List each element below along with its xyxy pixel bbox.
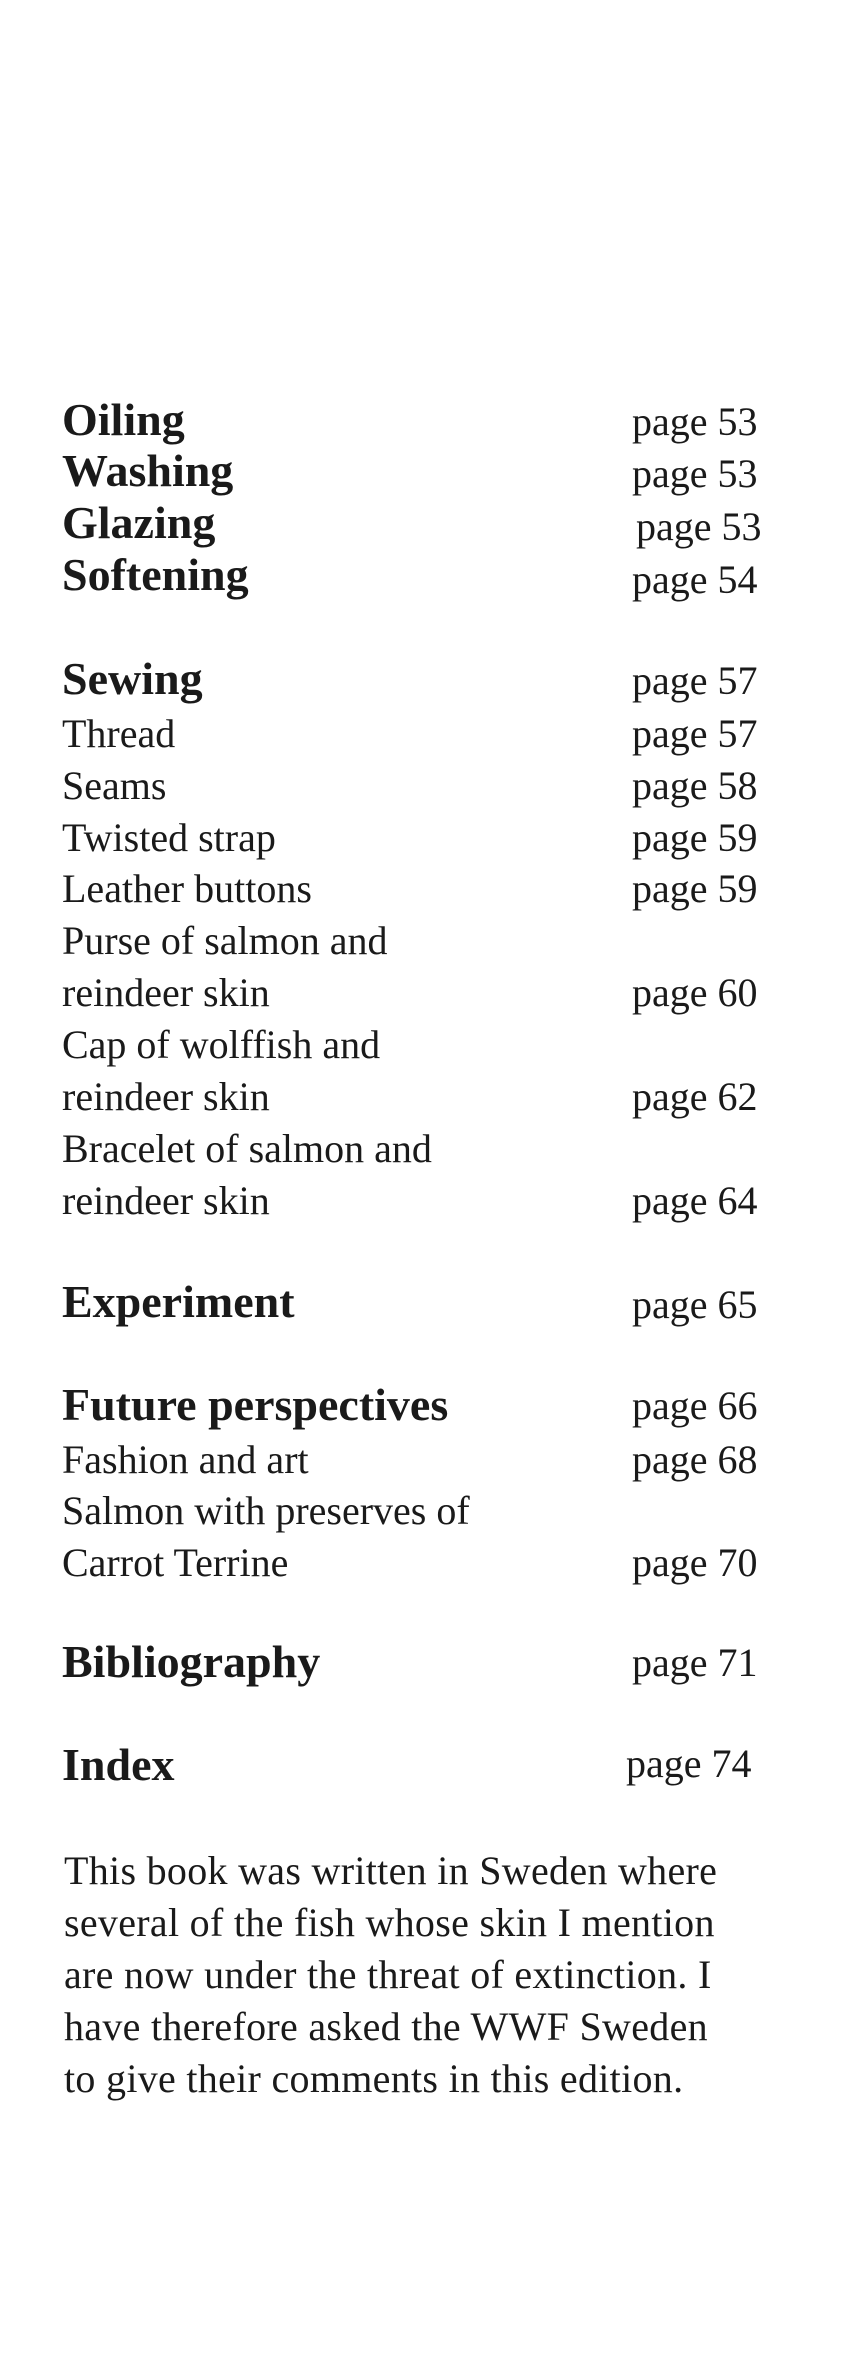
toc-title: Washing	[62, 445, 234, 496]
wwf-note-paragraph	[64, 1845, 824, 2105]
toc-title: Thread	[62, 711, 176, 756]
toc-title: Softening	[62, 549, 249, 600]
toc-title: Cap of wolffish and	[62, 1022, 381, 1067]
note-line: have therefore asked the WWF Sweden	[64, 2004, 708, 2049]
toc-page: page 71	[632, 1640, 758, 1685]
toc-title: Future perspectives	[62, 1379, 449, 1430]
toc-title: Salmon with preserves of	[62, 1488, 470, 1533]
toc-title: Purse of salmon and	[62, 918, 388, 963]
toc-title: reindeer skin	[62, 1178, 270, 1223]
note-line: are now under the threat of extinction. I	[64, 1952, 712, 1997]
toc-title: Index	[62, 1739, 175, 1790]
toc-title: Seams	[62, 763, 167, 808]
toc-page: page 70	[632, 1540, 758, 1585]
toc-title: Leather buttons	[62, 866, 312, 911]
toc-title: reindeer skin	[62, 1074, 270, 1119]
toc-page: page 53	[636, 504, 762, 549]
toc-page: page 64	[632, 1178, 758, 1223]
toc-page: page 54	[632, 557, 758, 602]
toc-title: Bibliography	[62, 1636, 321, 1687]
toc-page: page 66	[632, 1383, 758, 1428]
toc-title: Glazing	[62, 497, 216, 548]
toc-page: page 58	[632, 763, 758, 808]
toc-page: page 59	[632, 815, 758, 860]
toc-page: page 53	[632, 451, 758, 496]
toc-title: Twisted strap	[62, 815, 276, 860]
toc-title: Fashion and art	[62, 1437, 309, 1482]
toc-page: page 74	[626, 1741, 752, 1786]
toc-page: page 59	[632, 866, 758, 911]
toc-title: Bracelet of salmon and	[62, 1126, 432, 1171]
toc-title: Sewing	[62, 653, 203, 704]
toc-page: page 60	[632, 970, 758, 1015]
toc-page: page 62	[632, 1074, 758, 1119]
note-line: to give their comments in this edition.	[64, 2056, 684, 2101]
toc-title: Oiling	[62, 394, 185, 445]
toc-page: page 53	[632, 399, 758, 444]
toc-page: page 68	[632, 1437, 758, 1482]
toc-page: page 57	[632, 711, 758, 756]
toc-title: Experiment	[62, 1276, 295, 1327]
toc-page: page 65	[632, 1282, 758, 1327]
toc-title: Carrot Terrine	[62, 1540, 289, 1585]
toc-page: page 57	[632, 658, 758, 703]
note-line: several of the fish whose skin I mention	[64, 1900, 715, 1945]
note-line: This book was written in Sweden where	[64, 1848, 718, 1893]
toc-title: reindeer skin	[62, 970, 270, 1015]
